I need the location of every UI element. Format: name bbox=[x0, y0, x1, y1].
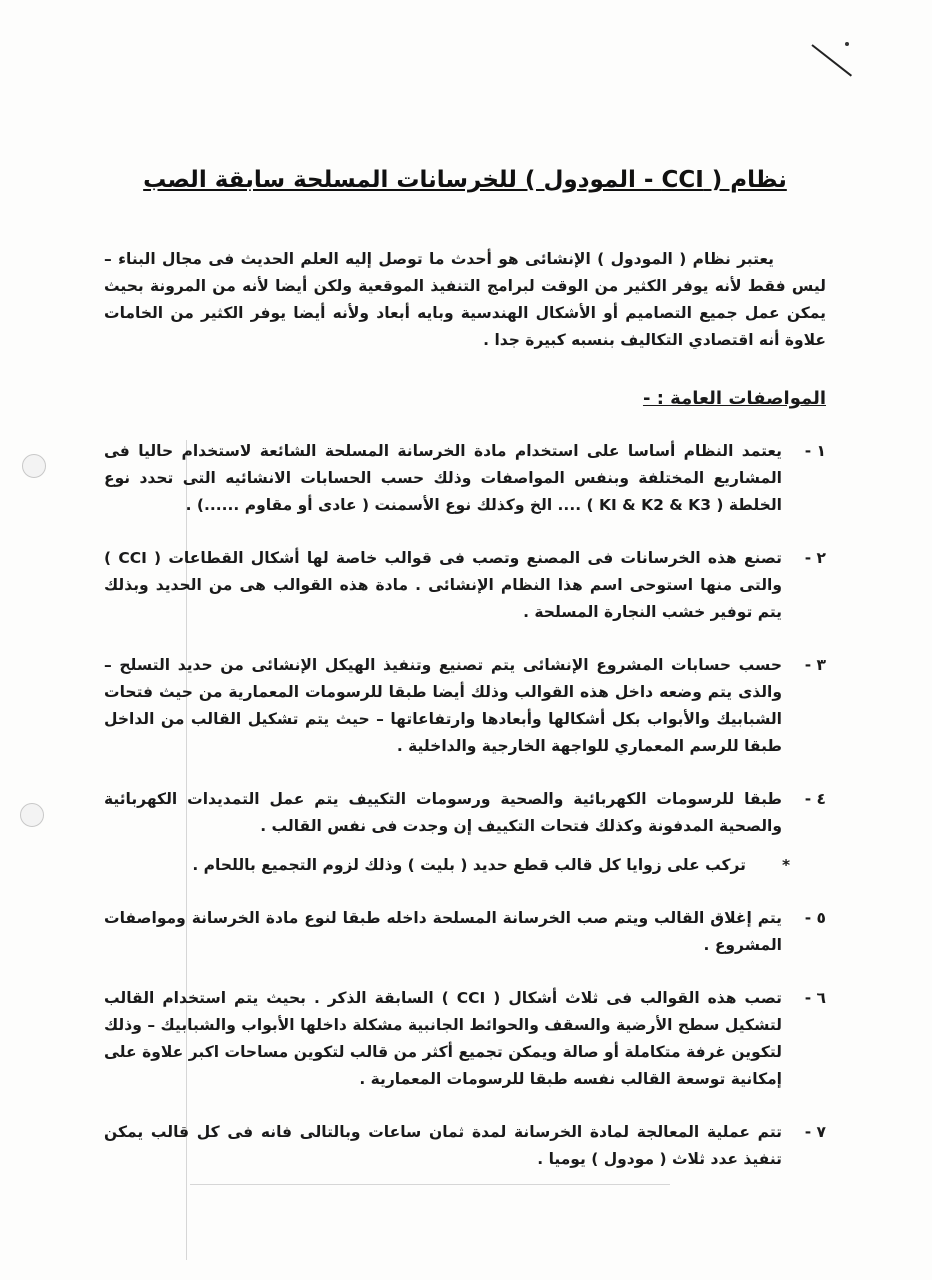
item-text: تصنع هذه الخرسانات فى المصنع وتصب فى قوالب خاصة لها أشكال القطاعات ( CCI ) والتى منها استوحى اسم هذا النظام الإنشائى . مادة هذه القوالب هى من الحديد وبذلك يتم توفير خشب النجارة المسلحة . bbox=[104, 549, 783, 621]
spec-item-3 bbox=[104, 652, 826, 760]
item-text: تصب هذه القوالب فى ثلاث أشكال ( CCI ) السابقة الذكر . بحيث يتم استخدام القالب لتشكيل سطح الأرضية والسقف والحوائط الجانبية مشكلة داخلها الأبواب والشبابيك – وذلك لتكوين غرفة متكاملة أو صالة ويمكن تجميع أكثر من قالب لتكوين مساحات اكبر علاوة على إمكانية توسعة القالب نفسه طبقا للرسومات المعمارية . bbox=[104, 989, 782, 1088]
item-number: ١ - bbox=[804, 442, 826, 460]
spec-item-2 bbox=[104, 545, 826, 626]
punch-hole-top bbox=[22, 454, 46, 478]
section-heading: المواصفات العامة : - bbox=[642, 388, 826, 409]
item-text: طبقا للرسومات الكهربائية والصحية ورسومات التكييف يتم عمل التمديدات الكهربائية والصحية المدفونة وكذلك فتحات التكييف إن وجدت فى نفس القالب . bbox=[104, 790, 782, 835]
item-text: تتم عملية المعالجة لمادة الخرسانة لمدة ثمان ساعات وبالتالى فانه فى كل قالب يمكن تنفيذ عدد ثلاث ( مودول ) يوميا . bbox=[104, 1123, 782, 1168]
spec-item-1 bbox=[104, 438, 826, 519]
item-text: يتم إغلاق القالب ويتم صب الخرسانة المسلحة داخله طبقا لنوع مادة الخرسانة ومواصفات المشروع . bbox=[104, 909, 782, 954]
spec-item-4 bbox=[104, 786, 826, 840]
item-number: ٣ - bbox=[804, 656, 826, 674]
item-number: ٥ - bbox=[804, 909, 826, 927]
bullet-text: تركب على زوايا كل قالب قطع حديد ( بليت ) وذلك لزوم التجميع باللحام . bbox=[192, 856, 746, 874]
document-body bbox=[104, 160, 826, 1199]
pen-dot bbox=[845, 42, 849, 46]
intro-paragraph: يعتبر نظام ( المودول ) الإنشائى هو أحدث ما توصل إليه العلم الحديث فى مجال البناء – ليس فقط لأنه يوفر الكثير من الوقت لبرامج التنفيذ الموقعية ولكن أيضا لأنه من المرونة بحيث يمكن عمل جميع التصاميم أو الأشكال الهندسية وبايه أبعاد ولأنه أيضا يوفر الكثير من الخامات علاوة أنه اقتصادي التكاليف بنسبه كبيرة جدا . bbox=[104, 250, 826, 349]
item-text: يعتمد النظام أساسا على استخدام مادة الخرسانة المسلحة الشائعة لاستخدام حاليا فى المشاريع المختلفة وبنفس المواصفات وذلك حسب الحسابات الانشائيه التى تحدد نوع الخلطة ( KI & K2 & K3 ) .... الخ وكذلك نوع الأسمنت ( عادى أو مقاوم ......) . bbox=[104, 442, 782, 514]
bullet-mark: * bbox=[781, 856, 791, 874]
document-title: نظام ( CCI - المودول ) للخرسانات المسلحة سابقة الصب bbox=[143, 167, 787, 193]
bullet-note bbox=[104, 852, 826, 879]
item-number: ٦ - bbox=[804, 989, 826, 1007]
spec-item-5 bbox=[104, 905, 826, 959]
spec-item-7 bbox=[104, 1119, 826, 1173]
spec-item-6 bbox=[104, 985, 826, 1093]
item-number: ٢ - bbox=[804, 549, 826, 567]
pen-mark bbox=[811, 44, 852, 76]
item-number: ٧ - bbox=[804, 1123, 826, 1141]
punch-hole-bottom bbox=[20, 803, 44, 827]
item-number: ٤ - bbox=[804, 790, 826, 808]
item-text: حسب حسابات المشروع الإنشائى يتم تصنيع وتنفيذ الهيكل الإنشائى من حديد التسلح – والذى يتم وضعه داخل هذه القوالب وذلك أيضا طبقا للرسومات المعمارية من حيث فتحات الشبابيك والأبواب بكل أشكالها وأبعادها وارتفاعاتها – حيث يتم تشكيل القالب من الداخل طبقا للرسم المعماري للواجهة الخارجية والداخلية . bbox=[104, 656, 782, 755]
